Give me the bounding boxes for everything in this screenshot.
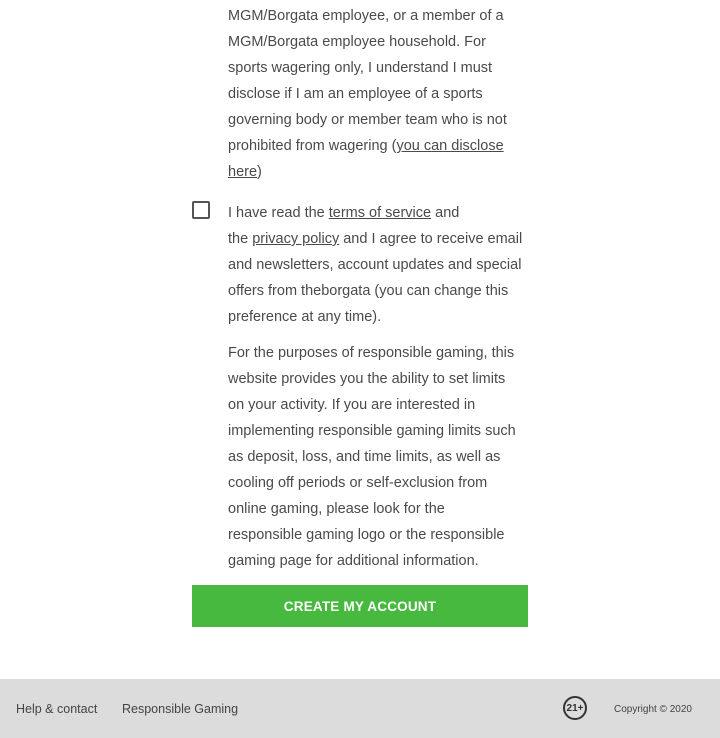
disclosure-line xyxy=(228,159,528,185)
disclosure-line: MGM/Borgata employee household. For xyxy=(228,34,486,50)
disclosure-pre-link: prohibited from wagering ( xyxy=(228,138,397,154)
responsible-line: online gaming, please look for the xyxy=(228,501,445,517)
responsible-line: implementing responsible gaming limits such xyxy=(228,423,516,439)
consent-t3: the xyxy=(228,231,253,247)
responsible-line: gaming page for additional information. xyxy=(228,553,479,569)
responsible-gaming-text xyxy=(228,340,528,574)
responsible-line: website provides you the ability to set limits xyxy=(228,371,506,387)
consent-checkbox[interactable] xyxy=(192,201,210,219)
consent-line xyxy=(228,200,528,226)
disclose-here-link[interactable]: here xyxy=(228,164,258,180)
consent-t2: and xyxy=(431,205,460,221)
disclosure-line xyxy=(228,133,528,159)
disclosure-text xyxy=(228,3,528,185)
disclosure-line: disclose if I am an employee of a sports xyxy=(228,86,483,102)
disclosure-line: governing body or member team who is not xyxy=(228,112,507,128)
responsible-line: responsible gaming logo or the responsible xyxy=(228,527,505,543)
consent-line: offers from theborgata (you can change this xyxy=(228,283,509,299)
terms-of-service-link[interactable]: terms of service xyxy=(328,205,432,221)
copyright-text: Copyright © 2020 xyxy=(614,704,692,715)
create-account-button[interactable]: CREATE MY ACCOUNT xyxy=(192,585,528,627)
help-contact-link[interactable]: Help & contact xyxy=(16,702,98,716)
disclosure-line: sports wagering only, I understand I must xyxy=(228,60,493,76)
disclosure-line: MGM/Borgata employee, or a member of a xyxy=(228,8,504,24)
disclosure-post-link: ) xyxy=(257,164,262,180)
responsible-line: For the purposes of responsible gaming, this xyxy=(228,345,515,361)
consent-t4: and I agree to receive email xyxy=(339,231,523,247)
responsible-gaming-link[interactable]: Responsible Gaming xyxy=(122,702,239,716)
footer xyxy=(0,679,720,738)
consent-text xyxy=(228,200,528,330)
age-21-icon: 21+ xyxy=(563,696,587,720)
responsible-line: on your activity. If you are interested in xyxy=(228,397,476,413)
privacy-policy-link[interactable]: privacy policy xyxy=(252,231,340,247)
consent-line xyxy=(228,226,528,252)
consent-t1: I have read the xyxy=(228,205,329,221)
responsible-line: cooling off periods or self-exclusion from xyxy=(228,475,488,491)
responsible-line: as deposit, loss, and time limits, as well as xyxy=(228,449,501,465)
consent-line: preference at any time). xyxy=(228,309,382,325)
consent-line: and newsletters, account updates and special xyxy=(228,257,522,273)
disclose-link[interactable]: you can disclose xyxy=(396,138,504,154)
